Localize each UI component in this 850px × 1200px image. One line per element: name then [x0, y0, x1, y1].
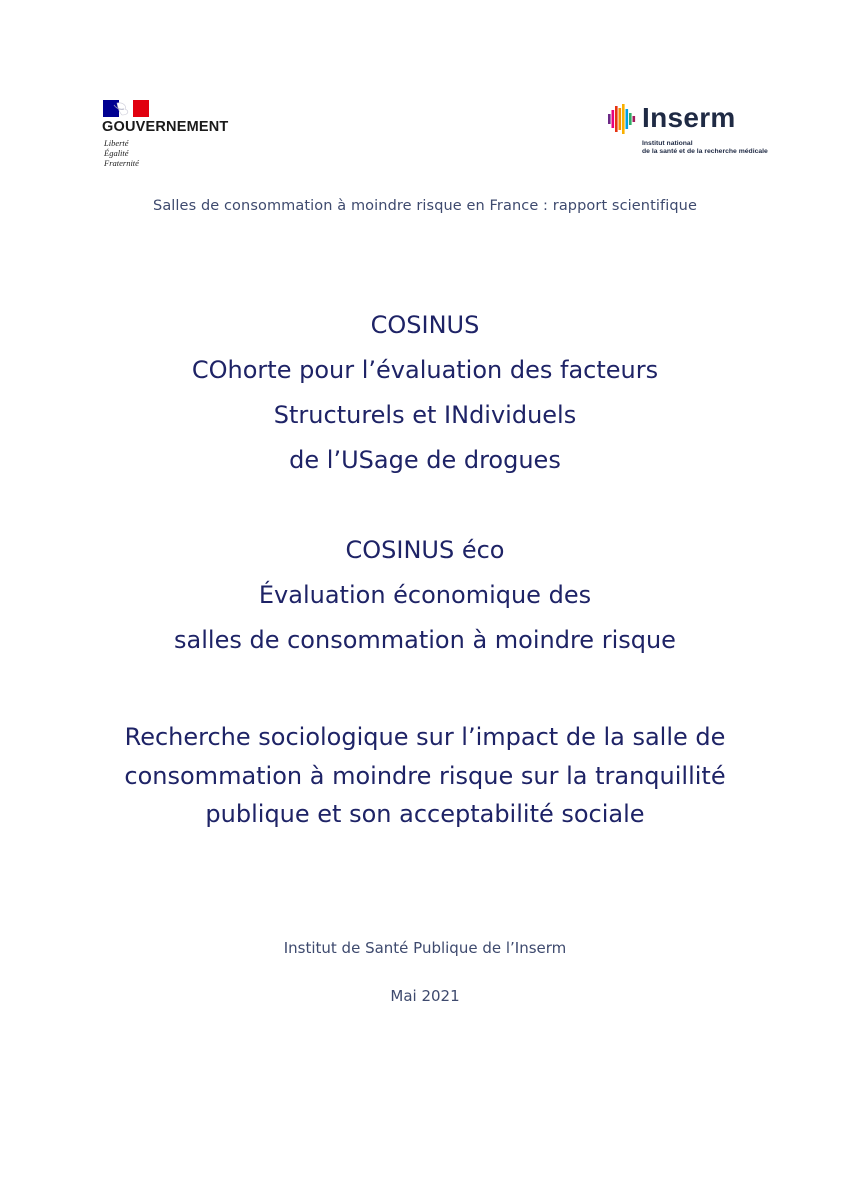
publication-date: Mai 2021 — [390, 987, 460, 1005]
title-line: COhorte pour l’évaluation des facteurs — [191, 356, 659, 384]
government-logo — [100, 97, 260, 177]
motto-fraternite: Fraternité — [104, 158, 139, 168]
inserm-wordmark: Inserm — [642, 102, 736, 133]
government-motto — [104, 138, 139, 168]
cosinus-title-block — [0, 303, 850, 483]
inserm-logo — [605, 100, 780, 170]
title-line: Structurels et INdividuels — [273, 401, 577, 429]
title-line: Recherche sociologique sur l’impact de la salle de — [124, 723, 726, 751]
motto-egalite: Égalité — [104, 148, 129, 158]
title-line: publique et son acceptabilité sociale — [205, 800, 645, 828]
title-line: consommation à moindre risque sur la tranquillité — [124, 761, 726, 790]
title-line: COSINUS — [370, 311, 480, 339]
report-subtitle: Salles de consommation à moindre risque en France : rapport scientifique — [153, 198, 697, 214]
inserm-subtitle-line: de la santé et de la recherche médicale — [642, 148, 768, 155]
institute-name: Institut de Santé Publique de l’Inserm — [283, 939, 567, 957]
title-line: de l’USage de drogues — [289, 446, 561, 474]
inserm-subtitle-line: Institut national — [642, 140, 693, 147]
motto-liberte: Liberté — [104, 138, 129, 148]
government-name: GOUVERNEMENT — [102, 119, 229, 135]
cosinus-eco-title-block — [0, 528, 850, 663]
title-line: COSINUS éco — [345, 536, 505, 564]
inserm-subtitle — [642, 140, 768, 156]
inserm-bars-icon — [608, 104, 636, 134]
sociology-title-block — [0, 718, 850, 834]
title-line: Évaluation économique des — [258, 581, 592, 609]
marianne-icon — [103, 100, 149, 117]
title-line: salles de consommation à moindre risque — [174, 626, 676, 654]
